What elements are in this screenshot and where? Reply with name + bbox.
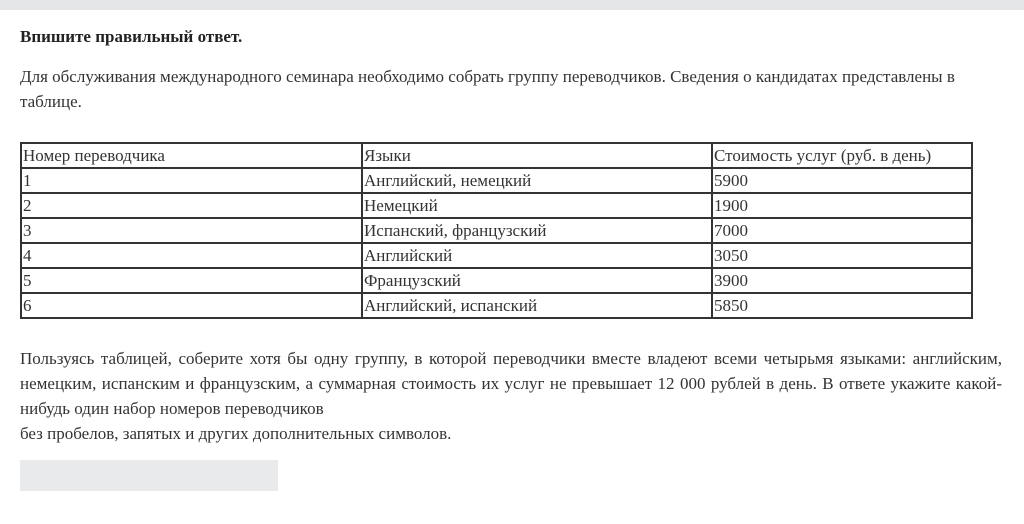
table-row [21, 168, 972, 193]
table-cell-cost: 3050 [712, 243, 972, 268]
table-cell-languages: Английский, испанский [362, 293, 712, 318]
table-cell-cost: 3900 [712, 268, 972, 293]
table-header-row [21, 143, 972, 168]
table-header-cost: Стоимость услуг (руб. в день) [712, 143, 972, 168]
answer-input[interactable] [20, 460, 278, 491]
table-cell-languages: Французский [362, 268, 712, 293]
table-row [21, 243, 972, 268]
table-cell-languages: Английский [362, 243, 712, 268]
table-header-number: Номер переводчика [21, 143, 362, 168]
task-content [20, 26, 1002, 491]
table-header-languages: Языки [362, 143, 712, 168]
table-row [21, 268, 972, 293]
table-row [21, 218, 972, 243]
table-cell-cost: 1900 [712, 193, 972, 218]
table-cell-cost: 5850 [712, 293, 972, 318]
table-cell-number: 4 [21, 243, 362, 268]
table-row [21, 193, 972, 218]
task-question-text: Пользуясь таблицей, соберите хотя бы одну группу, в которой переводчики вместе владеют всеми четырьмя языками: английским, немецким, испанским и французским, а суммарная стоимость их услуг не превышает 12 000 рублей в день. В ответе укажите какой-нибудь один набор номеров переводчиков [20, 349, 1002, 418]
table-cell-number: 3 [21, 218, 362, 243]
task-question-note: без пробелов, запятых и других дополнительных символов. [20, 424, 452, 443]
task-question [20, 346, 1002, 446]
table-cell-languages: Испанский, французский [362, 218, 712, 243]
table-row [21, 293, 972, 318]
top-bar [0, 0, 1024, 10]
table-cell-number: 2 [21, 193, 362, 218]
table-cell-number: 5 [21, 268, 362, 293]
table-cell-languages: Английский, немецкий [362, 168, 712, 193]
translators-table [20, 142, 973, 319]
task-instruction: Впишите правильный ответ. [20, 27, 243, 46]
table-cell-number: 6 [21, 293, 362, 318]
table-cell-number: 1 [21, 168, 362, 193]
table-cell-languages: Немецкий [362, 193, 712, 218]
task-intro: Для обслуживания международного семинара необходимо собрать группу переводчиков. Сведения о кандидатах представлены в таблице. [20, 67, 955, 111]
table-cell-cost: 7000 [712, 218, 972, 243]
table-cell-cost: 5900 [712, 168, 972, 193]
